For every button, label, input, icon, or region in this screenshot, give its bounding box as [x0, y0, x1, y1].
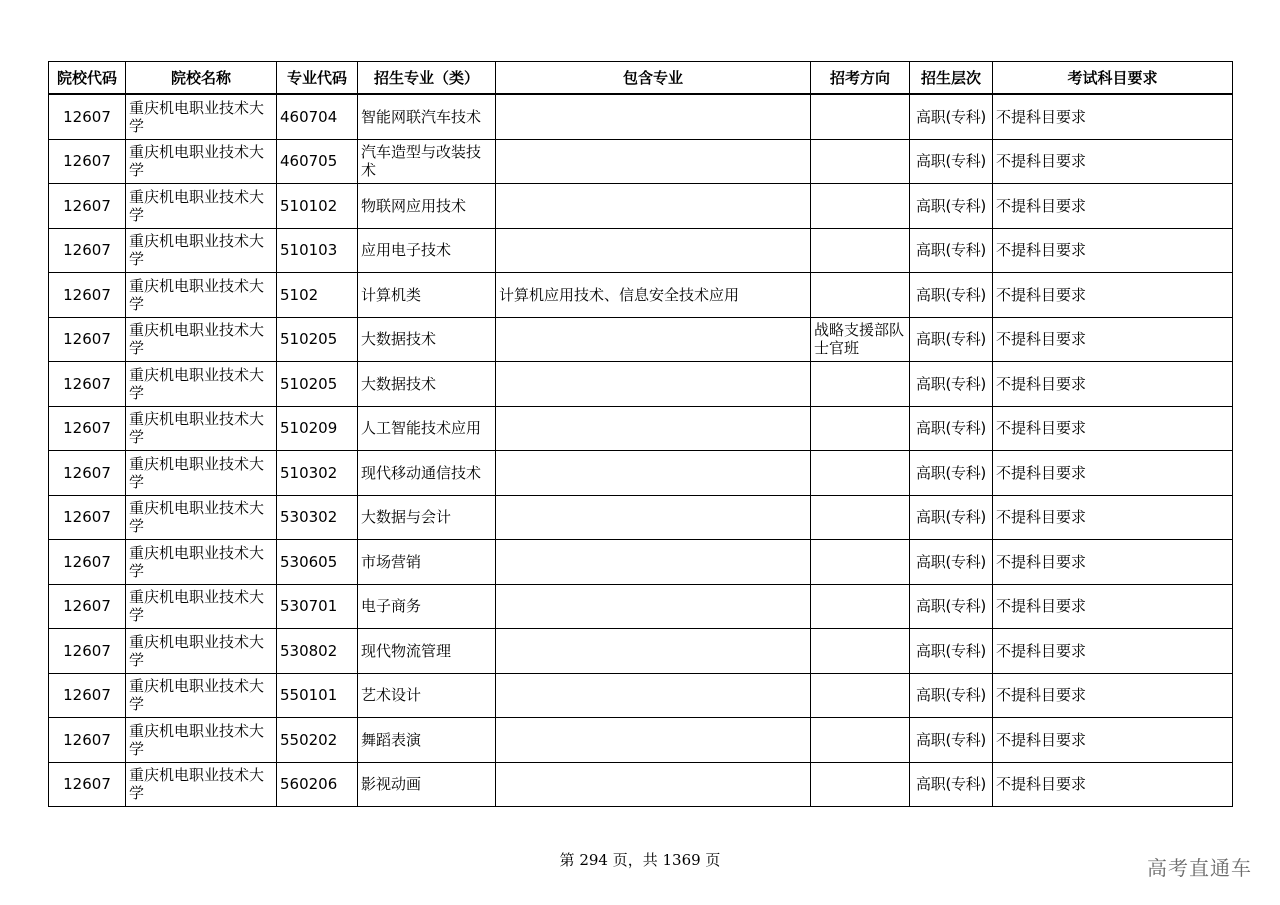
cell-major-code: 530701 [277, 584, 358, 629]
cell-level: 高职(专科) [910, 406, 993, 451]
cell-school-name: 重庆机电职业技术大学 [126, 406, 277, 451]
cell-major-code: 510205 [277, 317, 358, 362]
cell-major-code: 530605 [277, 540, 358, 585]
cell-major: 智能网联汽车技术 [358, 94, 496, 139]
cell-included-majors [496, 362, 811, 407]
cell-included-majors [496, 629, 811, 674]
cell-school-name: 重庆机电职业技术大学 [126, 584, 277, 629]
cell-school-name: 重庆机电职业技术大学 [126, 184, 277, 229]
cell-school-name: 重庆机电职业技术大学 [126, 94, 277, 139]
cell-major: 影视动画 [358, 762, 496, 807]
cell-requirement: 不提科目要求 [993, 406, 1233, 451]
cell-school-name: 重庆机电职业技术大学 [126, 362, 277, 407]
cell-requirement: 不提科目要求 [993, 584, 1233, 629]
cell-major-code: 530802 [277, 629, 358, 674]
cell-major: 大数据技术 [358, 362, 496, 407]
cell-requirement: 不提科目要求 [993, 94, 1233, 139]
table-body [49, 94, 1233, 807]
header-school-name: 院校名称 [126, 62, 277, 95]
cell-school-name: 重庆机电职业技术大学 [126, 273, 277, 318]
cell-school-code: 12607 [49, 495, 126, 540]
table-row [49, 94, 1233, 139]
cell-direction [811, 139, 910, 184]
cell-included-majors [496, 584, 811, 629]
header-level: 招生层次 [910, 62, 993, 95]
table-row [49, 540, 1233, 585]
cell-requirement: 不提科目要求 [993, 273, 1233, 318]
table-row [49, 139, 1233, 184]
cell-school-code: 12607 [49, 184, 126, 229]
cell-included-majors [496, 451, 811, 496]
cell-major-code: 550202 [277, 718, 358, 763]
cell-level: 高职(专科) [910, 451, 993, 496]
cell-school-code: 12607 [49, 317, 126, 362]
table-row [49, 317, 1233, 362]
cell-major-code: 460705 [277, 139, 358, 184]
cell-level: 高职(专科) [910, 273, 993, 318]
cell-school-name: 重庆机电职业技术大学 [126, 540, 277, 585]
cell-major-code: 510209 [277, 406, 358, 451]
cell-major-code: 510102 [277, 184, 358, 229]
cell-major: 现代物流管理 [358, 629, 496, 674]
cell-school-name: 重庆机电职业技术大学 [126, 228, 277, 273]
cell-major-code: 560206 [277, 762, 358, 807]
header-school-code: 院校代码 [49, 62, 126, 95]
cell-included-majors [496, 673, 811, 718]
cell-school-code: 12607 [49, 718, 126, 763]
cell-direction [811, 584, 910, 629]
cell-direction [811, 362, 910, 407]
cell-level: 高职(专科) [910, 762, 993, 807]
cell-school-code: 12607 [49, 629, 126, 674]
cell-school-code: 12607 [49, 540, 126, 585]
cell-requirement: 不提科目要求 [993, 451, 1233, 496]
cell-school-code: 12607 [49, 94, 126, 139]
cell-included-majors [496, 139, 811, 184]
cell-school-code: 12607 [49, 273, 126, 318]
cell-direction [811, 495, 910, 540]
cell-requirement: 不提科目要求 [993, 139, 1233, 184]
cell-school-code: 12607 [49, 228, 126, 273]
cell-level: 高职(专科) [910, 629, 993, 674]
cell-major: 汽车造型与改装技术 [358, 139, 496, 184]
cell-requirement: 不提科目要求 [993, 718, 1233, 763]
watermark: 高考直通车 [1147, 856, 1252, 880]
cell-level: 高职(专科) [910, 362, 993, 407]
table-row [49, 273, 1233, 318]
cell-major-code: 5102 [277, 273, 358, 318]
cell-direction [811, 184, 910, 229]
header-major-code: 专业代码 [277, 62, 358, 95]
cell-school-code: 12607 [49, 139, 126, 184]
table-row [49, 673, 1233, 718]
cell-requirement: 不提科目要求 [993, 495, 1233, 540]
cell-major: 现代移动通信技术 [358, 451, 496, 496]
cell-direction: 战略支援部队士官班 [811, 317, 910, 362]
cell-school-name: 重庆机电职业技术大学 [126, 762, 277, 807]
cell-included-majors: 计算机应用技术、信息安全技术应用 [496, 273, 811, 318]
cell-included-majors [496, 228, 811, 273]
cell-level: 高职(专科) [910, 540, 993, 585]
cell-school-name: 重庆机电职业技术大学 [126, 495, 277, 540]
cell-direction [811, 629, 910, 674]
cell-major: 计算机类 [358, 273, 496, 318]
cell-school-name: 重庆机电职业技术大学 [126, 317, 277, 362]
cell-requirement: 不提科目要求 [993, 228, 1233, 273]
table-row [49, 629, 1233, 674]
cell-direction [811, 762, 910, 807]
table-row [49, 406, 1233, 451]
cell-school-code: 12607 [49, 451, 126, 496]
header-major: 招生专业（类） [358, 62, 496, 95]
cell-level: 高职(专科) [910, 228, 993, 273]
cell-direction [811, 540, 910, 585]
cell-level: 高职(专科) [910, 184, 993, 229]
cell-major: 人工智能技术应用 [358, 406, 496, 451]
header-requirement: 考试科目要求 [993, 62, 1233, 95]
cell-major: 大数据技术 [358, 317, 496, 362]
cell-included-majors [496, 317, 811, 362]
cell-requirement: 不提科目要求 [993, 317, 1233, 362]
cell-direction [811, 718, 910, 763]
table-row [49, 718, 1233, 763]
cell-requirement: 不提科目要求 [993, 673, 1233, 718]
table-header-row [49, 62, 1233, 95]
cell-major: 市场营销 [358, 540, 496, 585]
cell-school-name: 重庆机电职业技术大学 [126, 718, 277, 763]
cell-requirement: 不提科目要求 [993, 629, 1233, 674]
cell-level: 高职(专科) [910, 139, 993, 184]
cell-level: 高职(专科) [910, 94, 993, 139]
cell-major-code: 460704 [277, 94, 358, 139]
cell-school-name: 重庆机电职业技术大学 [126, 451, 277, 496]
cell-school-code: 12607 [49, 584, 126, 629]
cell-included-majors [496, 540, 811, 585]
cell-major: 电子商务 [358, 584, 496, 629]
table-row [49, 495, 1233, 540]
cell-requirement: 不提科目要求 [993, 540, 1233, 585]
cell-school-code: 12607 [49, 362, 126, 407]
cell-major-code: 510103 [277, 228, 358, 273]
cell-requirement: 不提科目要求 [993, 184, 1233, 229]
cell-included-majors [496, 94, 811, 139]
cell-level: 高职(专科) [910, 495, 993, 540]
cell-major: 应用电子技术 [358, 228, 496, 273]
cell-included-majors [496, 184, 811, 229]
table-row [49, 184, 1233, 229]
table-row [49, 584, 1233, 629]
cell-direction [811, 406, 910, 451]
header-direction: 招考方向 [811, 62, 910, 95]
table-row [49, 451, 1233, 496]
cell-level: 高职(专科) [910, 673, 993, 718]
cell-major: 艺术设计 [358, 673, 496, 718]
header-included-majors: 包含专业 [496, 62, 811, 95]
cell-major-code: 510302 [277, 451, 358, 496]
cell-direction [811, 94, 910, 139]
cell-school-code: 12607 [49, 673, 126, 718]
admissions-table [48, 61, 1233, 807]
cell-included-majors [496, 718, 811, 763]
cell-school-name: 重庆机电职业技术大学 [126, 139, 277, 184]
cell-major-code: 510205 [277, 362, 358, 407]
cell-requirement: 不提科目要求 [993, 362, 1233, 407]
table-row [49, 362, 1233, 407]
cell-major-code: 530302 [277, 495, 358, 540]
cell-direction [811, 673, 910, 718]
table-row [49, 228, 1233, 273]
cell-direction [811, 273, 910, 318]
cell-included-majors [496, 762, 811, 807]
page-number: 第 294 页，共 1369 页 [559, 851, 721, 869]
cell-major-code: 550101 [277, 673, 358, 718]
cell-requirement: 不提科目要求 [993, 762, 1233, 807]
cell-level: 高职(专科) [910, 584, 993, 629]
cell-school-code: 12607 [49, 406, 126, 451]
cell-direction [811, 228, 910, 273]
cell-school-name: 重庆机电职业技术大学 [126, 629, 277, 674]
cell-level: 高职(专科) [910, 718, 993, 763]
cell-school-code: 12607 [49, 762, 126, 807]
cell-included-majors [496, 495, 811, 540]
cell-included-majors [496, 406, 811, 451]
cell-major: 物联网应用技术 [358, 184, 496, 229]
cell-major: 大数据与会计 [358, 495, 496, 540]
cell-level: 高职(专科) [910, 317, 993, 362]
cell-school-name: 重庆机电职业技术大学 [126, 673, 277, 718]
table-row [49, 762, 1233, 807]
cell-major: 舞蹈表演 [358, 718, 496, 763]
cell-direction [811, 451, 910, 496]
